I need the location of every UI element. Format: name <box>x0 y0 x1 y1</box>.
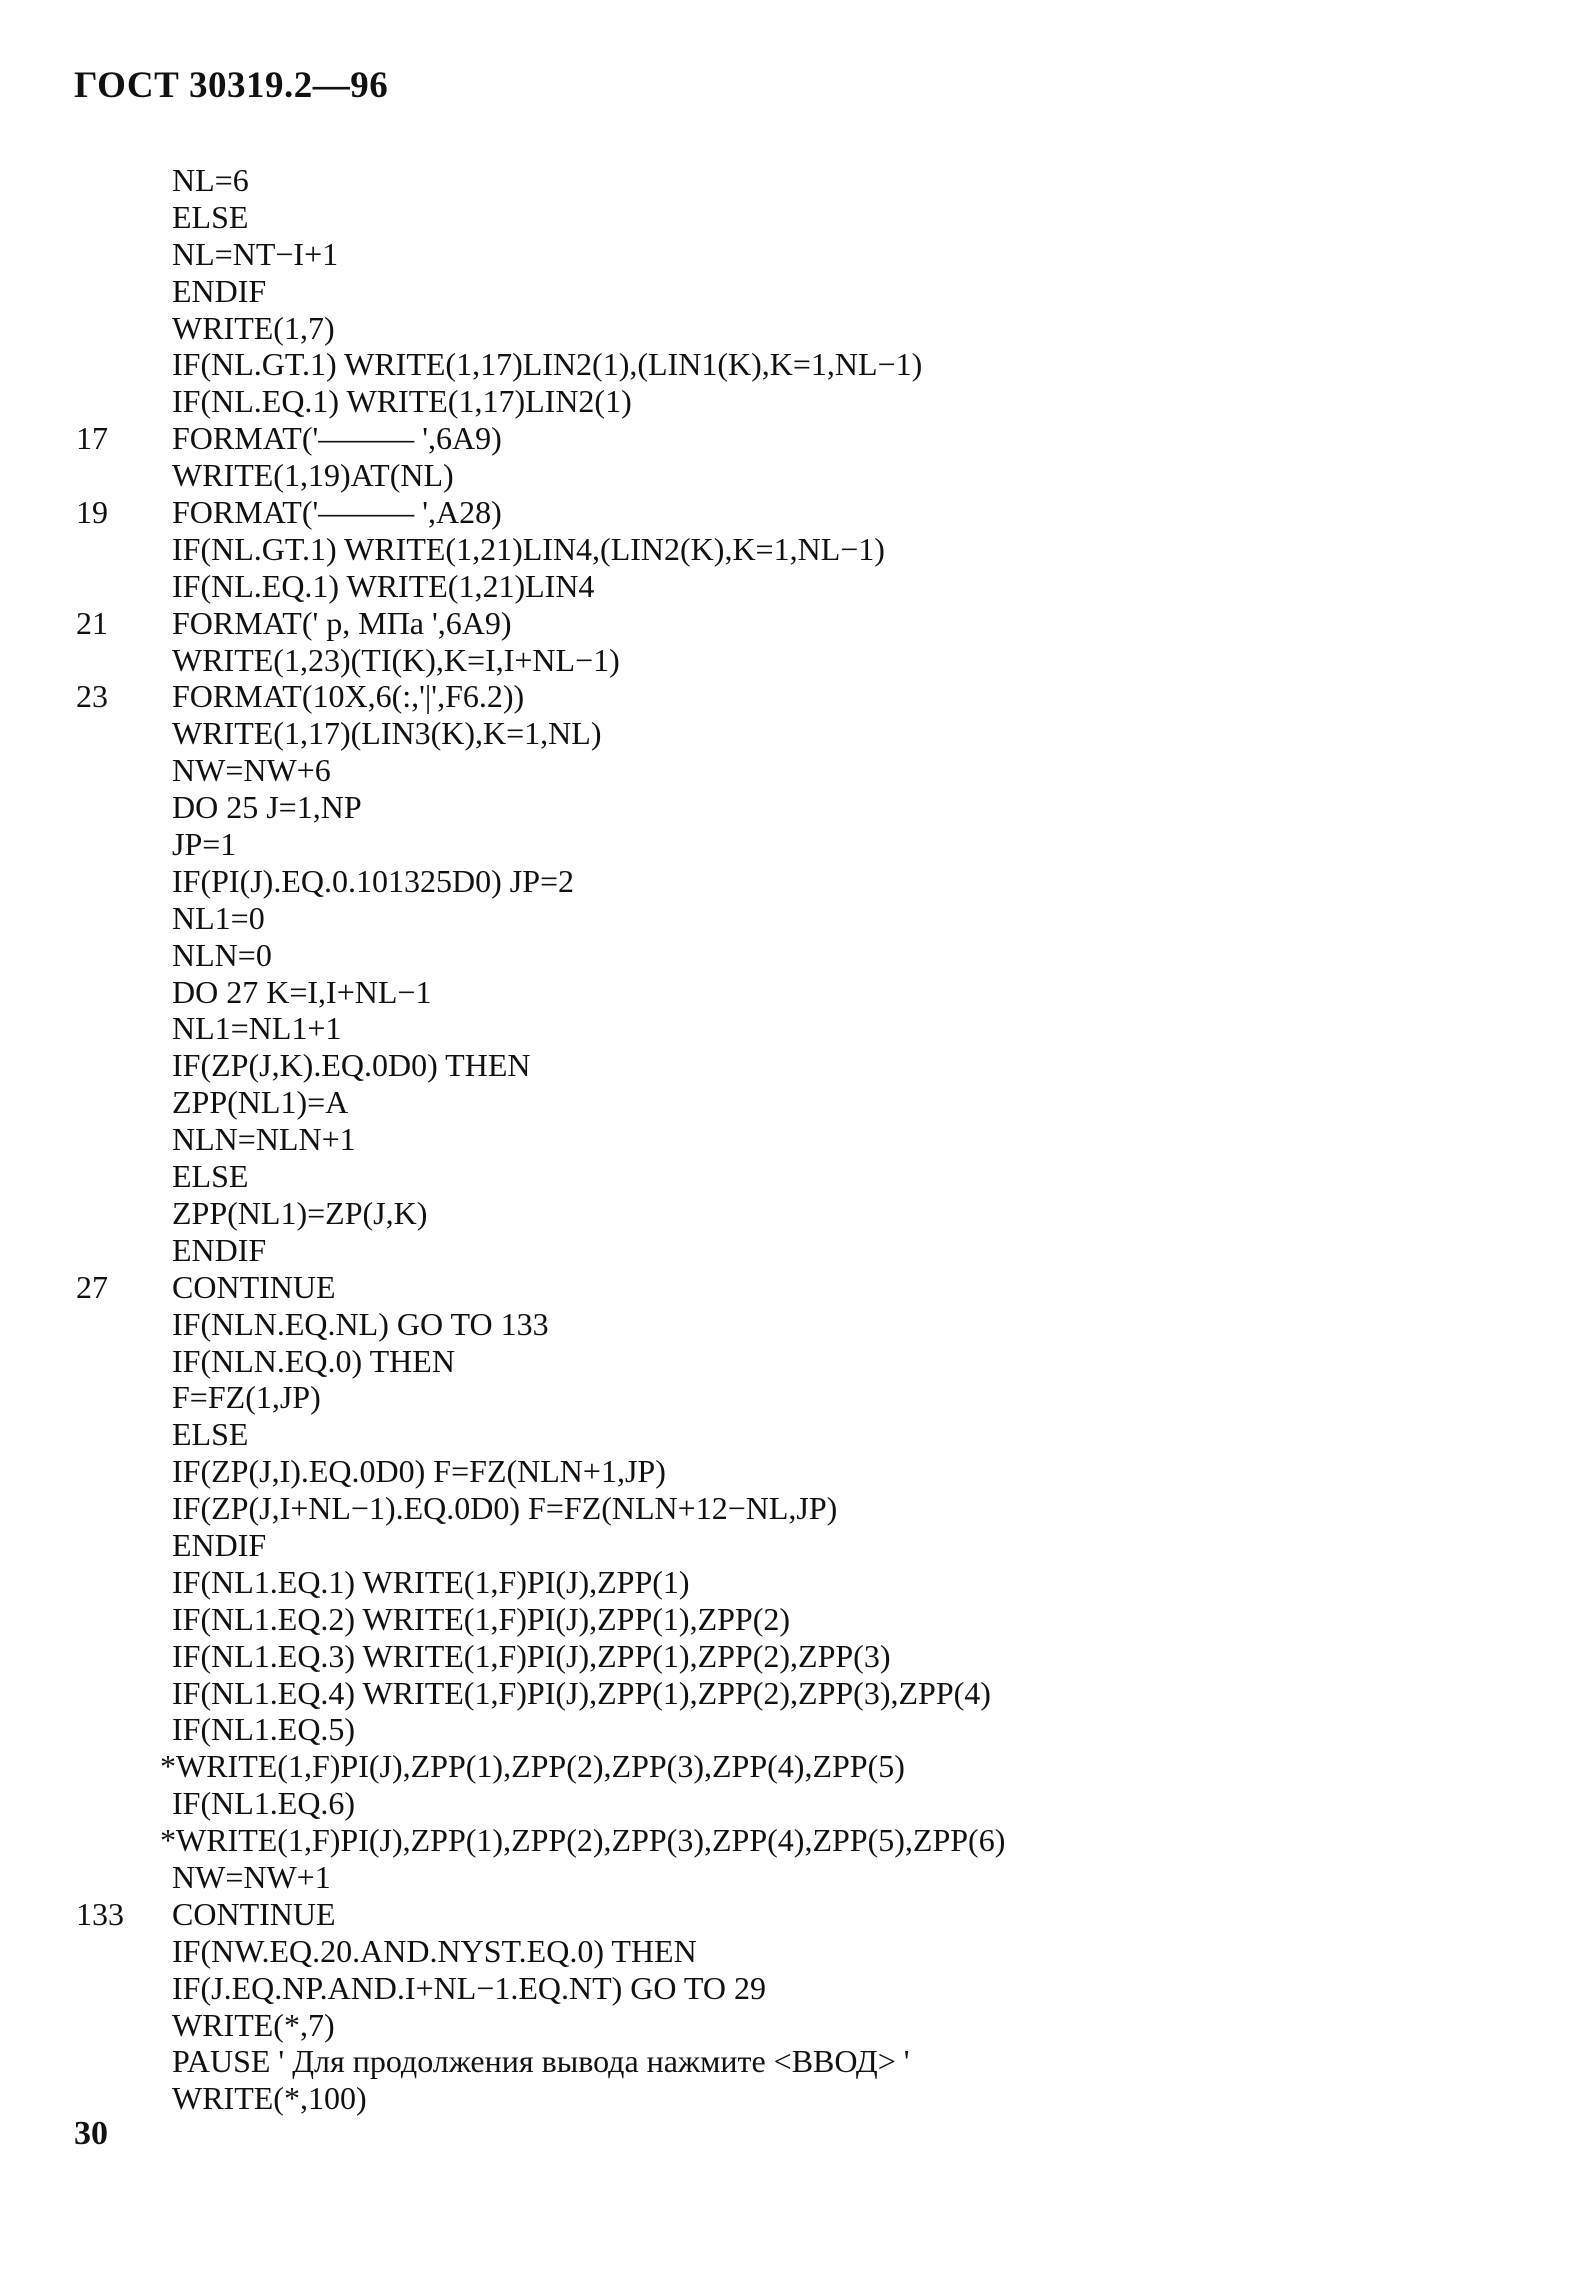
continuation-statement: *WRITE(1,F)PI(J),ZPP(1),ZPP(2),ZPP(3),ZPP(4),ZPP(5),ZPP(6) <box>160 1822 1006 1859</box>
code-line <box>0 1195 1593 1232</box>
code-line <box>0 1453 1593 1490</box>
code-line <box>0 1896 1593 1933</box>
code-line <box>0 1158 1593 1195</box>
code-line <box>0 1675 1593 1712</box>
fortran-code-listing <box>0 162 1593 2117</box>
code-line <box>0 1970 1593 2007</box>
code-statement: IF(ZP(J,I).EQ.0D0) F=FZ(NLN+1,JP) <box>172 1453 666 1490</box>
code-line <box>0 2007 1593 2044</box>
code-line <box>0 1711 1593 1748</box>
code-statement: WRITE(*,7) <box>172 2006 335 2043</box>
code-statement: IF(NLN.EQ.0) THEN <box>172 1342 455 1379</box>
code-line <box>0 863 1593 900</box>
code-statement: PAUSE ' Для продолжения вывода нажмите <ВВОД> ' <box>172 2043 910 2080</box>
code-statement: IF(PI(J).EQ.0.101325D0) JP=2 <box>172 862 575 899</box>
code-line <box>0 937 1593 974</box>
code-statement: NL1=0 <box>172 899 265 936</box>
code-line <box>0 1527 1593 1564</box>
code-statement: ZPP(NL1)=A <box>172 1084 349 1121</box>
code-line <box>0 1822 1593 1859</box>
code-line <box>0 346 1593 383</box>
continuation-statement: *WRITE(1,F)PI(J),ZPP(1),ZPP(2),ZPP(3),ZPP(4),ZPP(5) <box>160 1748 905 1785</box>
code-statement: IF(NL1.EQ.6) <box>172 1785 356 1822</box>
code-statement: IF(NL.EQ.1) WRITE(1,17)LIN2(1) <box>172 383 632 420</box>
code-line <box>0 642 1593 679</box>
code-line <box>0 789 1593 826</box>
code-line <box>0 1084 1593 1121</box>
code-line <box>0 1859 1593 1896</box>
code-statement: IF(J.EQ.NP.AND.I+NL−1.EQ.NT) GO TO 29 <box>172 1969 766 2006</box>
code-line <box>0 310 1593 347</box>
code-statement: ELSE <box>172 1416 249 1453</box>
code-statement: WRITE(1,7) <box>172 309 335 346</box>
code-statement: WRITE(*,100) <box>172 2080 367 2117</box>
code-line <box>0 162 1593 199</box>
code-line <box>0 1638 1593 1675</box>
code-statement: WRITE(1,19)AT(NL) <box>172 457 454 494</box>
code-statement: IF(NL.EQ.1) WRITE(1,21)LIN4 <box>172 567 595 604</box>
code-statement: IF(NL.GT.1) WRITE(1,21)LIN4,(LIN2(K),K=1,NL−1) <box>172 530 885 567</box>
code-line <box>0 420 1593 457</box>
code-line <box>0 1343 1593 1380</box>
code-line <box>0 2080 1593 2117</box>
statement-label: 133 <box>76 1895 124 1932</box>
code-statement: WRITE(1,17)(LIN3(K),K=1,NL) <box>172 715 602 752</box>
code-line <box>0 1564 1593 1601</box>
code-line <box>0 605 1593 642</box>
code-line <box>0 1047 1593 1084</box>
code-line <box>0 974 1593 1011</box>
code-statement: IF(NL1.EQ.5) <box>172 1711 356 1748</box>
code-statement: FORMAT(10X,6(:,'|',F6.2)) <box>172 678 525 715</box>
code-line <box>0 1933 1593 1970</box>
code-statement: NW=NW+1 <box>172 1858 331 1895</box>
code-line <box>0 1490 1593 1527</box>
code-line <box>0 1232 1593 1269</box>
code-statement: ZPP(NL1)=ZP(J,K) <box>172 1194 428 1231</box>
code-statement: IF(NL.GT.1) WRITE(1,17)LIN2(1),(LIN1(K),K=1,NL−1) <box>172 346 923 383</box>
code-line <box>0 457 1593 494</box>
code-line <box>0 1379 1593 1416</box>
code-line <box>0 273 1593 310</box>
code-statement: NW=NW+6 <box>172 752 331 789</box>
code-line <box>0 236 1593 273</box>
code-statement: DO 27 K=I,I+NL−1 <box>172 973 432 1010</box>
code-line <box>0 678 1593 715</box>
code-statement: FORMAT('——— ',A28) <box>172 494 502 531</box>
code-line <box>0 199 1593 236</box>
code-line <box>0 494 1593 531</box>
statement-label: 23 <box>76 678 108 715</box>
code-statement: IF(ZP(J,K).EQ.0D0) THEN <box>172 1047 531 1084</box>
code-statement: DO 25 J=1,NP <box>172 789 362 826</box>
code-statement: NL=6 <box>172 162 249 198</box>
code-statement: ENDIF <box>172 272 267 309</box>
code-line <box>0 1416 1593 1453</box>
code-statement: IF(NL1.EQ.1) WRITE(1,F)PI(J),ZPP(1) <box>172 1563 690 1600</box>
statement-label: 21 <box>76 604 108 641</box>
code-line <box>0 1010 1593 1047</box>
code-statement: NL1=NL1+1 <box>172 1010 342 1047</box>
standard-header: ГОСТ 30319.2—96 <box>74 65 389 106</box>
code-statement: IF(NW.EQ.20.AND.NYST.EQ.0) THEN <box>172 1932 697 1969</box>
code-statement: NLN=NLN+1 <box>172 1121 356 1158</box>
code-line <box>0 2043 1593 2080</box>
code-line <box>0 1748 1593 1785</box>
code-statement: WRITE(1,23)(TI(K),K=I,I+NL−1) <box>172 641 620 678</box>
code-line <box>0 752 1593 789</box>
code-statement: ELSE <box>172 198 249 235</box>
code-statement: IF(NLN.EQ.NL) GO TO 133 <box>172 1305 549 1342</box>
code-line <box>0 1306 1593 1343</box>
code-line <box>0 900 1593 937</box>
statement-label: 27 <box>76 1268 108 1305</box>
code-statement: IF(ZP(J,I+NL−1).EQ.0D0) F=FZ(NLN+12−NL,JP) <box>172 1490 838 1527</box>
code-line <box>0 383 1593 420</box>
code-line <box>0 826 1593 863</box>
code-line <box>0 715 1593 752</box>
code-line <box>0 1269 1593 1306</box>
code-statement: ELSE <box>172 1158 249 1195</box>
code-line <box>0 531 1593 568</box>
code-statement: IF(NL1.EQ.2) WRITE(1,F)PI(J),ZPP(1),ZPP(2) <box>172 1600 791 1637</box>
code-statement: IF(NL1.EQ.4) WRITE(1,F)PI(J),ZPP(1),ZPP(2),ZPP(3),ZPP(4) <box>172 1674 991 1711</box>
code-statement: IF(NL1.EQ.3) WRITE(1,F)PI(J),ZPP(1),ZPP(2),ZPP(3) <box>172 1637 891 1674</box>
code-statement: FORMAT('——— ',6A9) <box>172 420 502 457</box>
code-statement: JP=1 <box>172 826 237 863</box>
code-statement: NL=NT−I+1 <box>172 235 339 272</box>
code-statement: FORMAT(' p, МПа ',6A9) <box>172 604 512 641</box>
code-line <box>0 1785 1593 1822</box>
code-line <box>0 1121 1593 1158</box>
code-statement: ENDIF <box>172 1231 267 1268</box>
code-line <box>0 1601 1593 1638</box>
code-statement: NLN=0 <box>172 936 272 973</box>
code-statement: F=FZ(1,JP) <box>172 1379 321 1416</box>
statement-label: 19 <box>76 494 108 531</box>
code-statement: ENDIF <box>172 1526 267 1563</box>
statement-label: 17 <box>76 420 108 457</box>
page-number: 30 <box>74 2115 108 2152</box>
code-line <box>0 568 1593 605</box>
code-statement: CONTINUE <box>172 1895 336 1932</box>
code-statement: CONTINUE <box>172 1268 336 1305</box>
